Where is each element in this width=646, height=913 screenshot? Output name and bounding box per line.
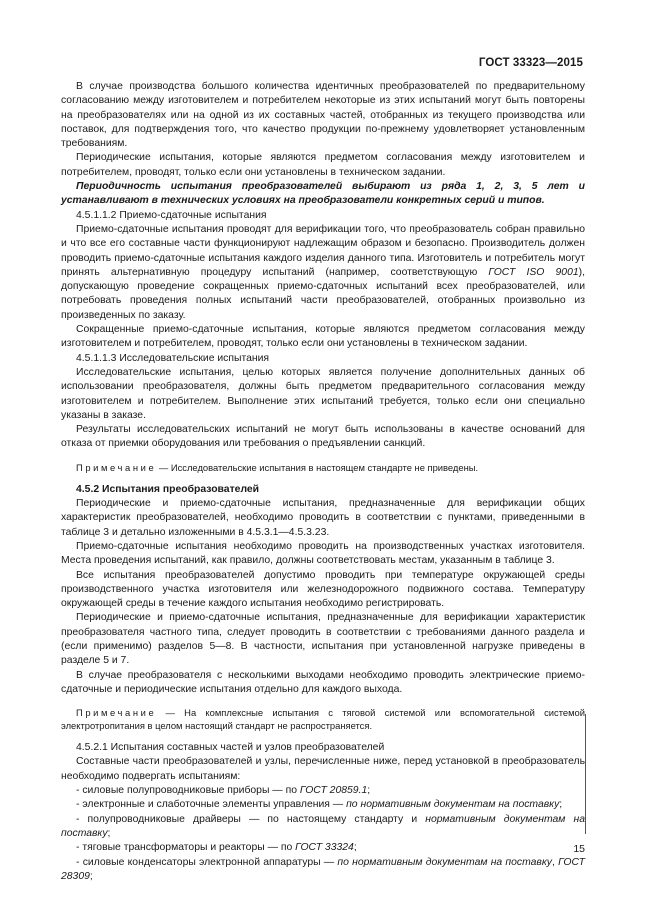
list-item: - силовые полупроводниковые приборы — по ГОСТ 20859.1; <box>76 785 371 797</box>
section-heading-4-5-2: 4.5.2 Испытания преобразователей <box>76 483 260 495</box>
paragraph: Все испытания преобразователей допустимо проводить при температуре окружающей среды производственного участка изготовителя или железнодорожного подвижного состава. Температуру окружающей среды в течение каждого испытания необходимо регистрировать. <box>61 569 585 610</box>
paragraph: Результаты исследовательских испытаний не могут быть использованы в качестве оснований для отказа от приемки оборудования или требования о предъявлении санкций. <box>61 424 585 450</box>
note-2: Примечание — На комплексные испытания с тяговой системой или вспомогательной системой электротропитания в целом настоящий стандарт не распространяется. <box>61 707 585 732</box>
section-heading-4-5-1-1-2: 4.5.1.1.2 Приемо-сдаточные испытания <box>76 209 267 221</box>
paragraph: Периодические испытания, которые являются предметом согласования между изготовителем и потребителем, проводят, только если они установлены в техническом задании. <box>61 152 585 178</box>
note-label: Примечание <box>76 707 157 719</box>
paragraph: Исследовательские испытания, целью которых является получение дополнительных данных об использовании преобразователя, должны быть предметом предварительного согласования между изготовителем и потребителем. Выполнение этих испытаний требуется, только если они специально указаны в заказе. <box>61 366 585 421</box>
paragraph: Составные части преобразователей и узлы, перечисленные ниже, перед установкой в преобразователь необходимо подвергать испытаниям: <box>61 756 585 782</box>
change-bar <box>585 714 586 834</box>
paragraph: Приемо-сдаточные испытания необходимо проводить на производственных участках изготовителя. Места проведения испытаний, как правило, должны соответствовать местам, указанным в таблице 3. <box>61 540 585 567</box>
paragraph: В случае преобразователя с несколькими выходами необходимо проводить электрические приемо-сдаточные и периодические испытания отдельно для каждого выхода. <box>61 669 585 695</box>
list-item: - электронные и слаботочные элементы управления — по нормативным документам на поставку; <box>76 799 563 811</box>
note-1: Примечание — Исследовательские испытания в настоящем стандарте не приведены. <box>76 461 479 473</box>
paragraph: Сокращенные приемо-сдаточные испытания, которые являются предметом согласования между изготовителем и потребителем, проводят, только если они установлены в техническом задании. <box>61 324 585 350</box>
document-body <box>61 80 585 884</box>
note-label: Примечание <box>76 461 157 473</box>
bold-italic-paragraph: Периодичность испытания преобразователей выбирают из ряда 1, 2, 3, 5 лет и устанавливают в технических условиях на преобразователи конкретных серий и типов. <box>61 181 585 207</box>
section-heading-4-5-1-1-3: 4.5.1.1.3 Исследовательские испытания <box>76 352 270 364</box>
section-heading-4-5-2-1: 4.5.2.1 Испытания составных частей и узлов преобразователей <box>76 742 385 754</box>
list-item: - полупроводниковые драйверы — по настоящему стандарту и нормативным документам на поставку; <box>61 813 585 839</box>
page-number: 15 <box>573 843 585 855</box>
list-item: - тяговые трансформаторы и реакторы — по ГОСТ 33324; <box>76 842 357 854</box>
paragraph: Периодические и приемо-сдаточные испытания, предназначенные для верификации характеристик преобразователя частного типа, следует проводить в соответствии с требованиями данного раздела и (если применимо) разделов 5—8. В частности, испытания при установленной нагрузке приведены в разделе 5 и 7. <box>61 612 585 667</box>
standard-reference: ГОСТ ISO 9001 <box>488 266 579 278</box>
paragraph: В случае производства большого количества идентичных преобразователей по предварительному согласованию между изготовителем и потребителем некоторые из этих испытаний могут быть повторены на преобразователях или на одной из их составных частей, отобранных из текущего производства или поставок, для подтверждения того, что качество продукции по-прежнему удовлетворяет установленным требованиям. <box>61 81 585 150</box>
paragraph: Периодические и приемо-сдаточные испытания, предназначенные для верификации общих характеристик преобразователей, необходимо проводить в соответствии с пунктами, приведенными в таблице 3 и детально изложенными в 4.5.3.1—4.5.3.23. <box>61 498 585 538</box>
list-item: - силовые конденсаторы электронной аппаратуры — по нормативным документам на поставку, ГОСТ 28309; <box>61 856 585 882</box>
paragraph: Приемо-сдаточные испытания проводят для верификации того, что преобразователь собран правильно и что все его составные части функционируют надлежащим образом и безопасно. Производитель должен проводить приемо-сдаточные испытания каждого изделия данного типа. Изготовитель и потребитель могут принять альтернативную процедуру испытаний (например, соответствующую ГОСТ ISO 9001), допускающую проведение сокращенных приемо-сдаточных испытаний всех преобразователей, или потребовать проведения полных испытаний части преобразователей, отобранных произвольно из произведенных по заказу. <box>61 223 586 321</box>
standard-header: ГОСТ 33323—2015 <box>478 57 583 69</box>
